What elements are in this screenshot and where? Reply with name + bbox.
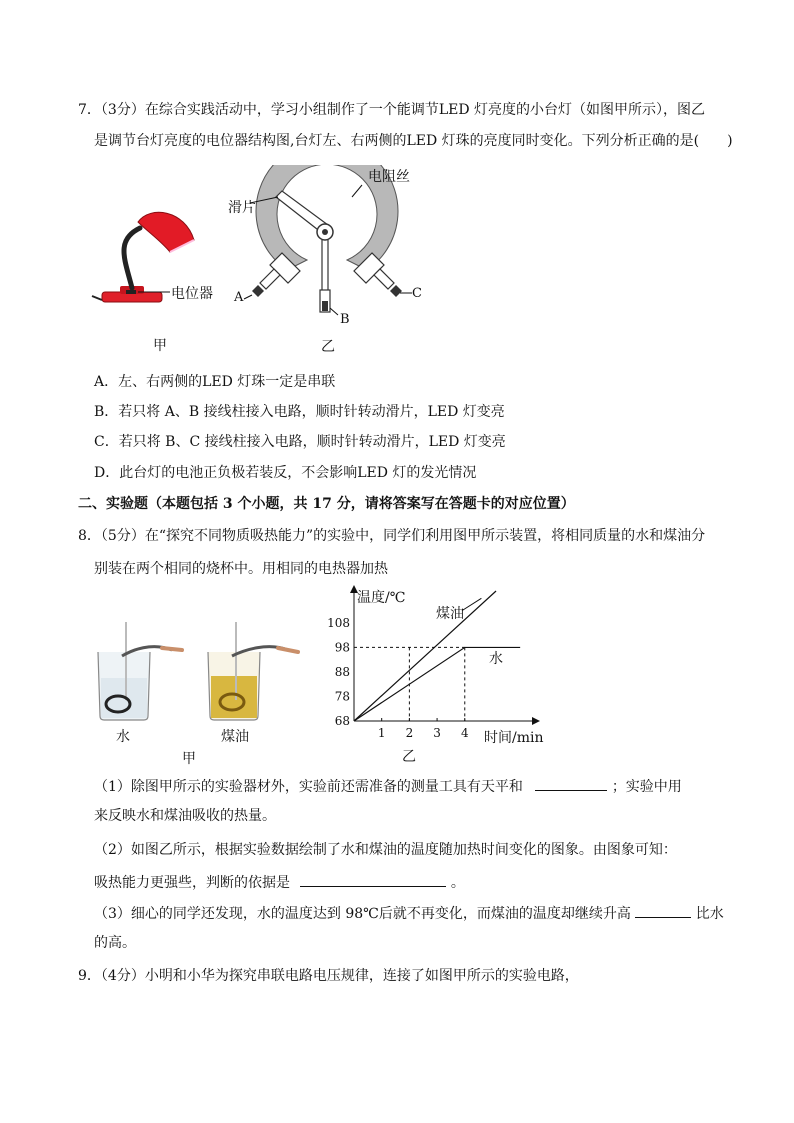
q8-line2: 别装在两个相同的烧杯中。用相同的电热器加热 bbox=[94, 561, 388, 577]
terminal-a-label: A bbox=[234, 290, 244, 305]
option-b: B．若只将 A、B 接线柱接入电路，顺时针转动滑片，LED 灯变亮 bbox=[94, 404, 505, 420]
x-tick-label: 2 bbox=[405, 726, 414, 740]
q8-part1-c: 来反映水和煤油吸收的热量。 bbox=[94, 808, 276, 824]
answer-blank-3[interactable] bbox=[635, 903, 691, 918]
option-c: C．若只将 B、C 接线柱接入电路，顺时针转动滑片，LED 灯变亮 bbox=[94, 434, 506, 450]
q8-part2-a: （2）如图乙所示，根据实验数据绘制了水和煤油的温度随加热时间变化的图象。由图象可知： bbox=[94, 842, 677, 858]
q8-part1-text-b: ；实验中用 bbox=[611, 779, 682, 795]
chart-x-axis-label: 时间/min bbox=[484, 730, 544, 746]
q8-part1-a bbox=[94, 776, 682, 797]
terminal-b-label: B bbox=[340, 312, 350, 327]
option-d: D．此台灯的电池正负极若装反，不会影响LED 灯的发光情况 bbox=[94, 465, 477, 481]
series-label-water: 水 bbox=[489, 651, 503, 667]
series-label-oil: 煤油 bbox=[436, 606, 464, 622]
beakers-figure bbox=[92, 620, 312, 725]
series-line-0 bbox=[354, 591, 496, 721]
x-tick-label: 3 bbox=[433, 726, 441, 740]
figure-yi-caption: 乙 bbox=[321, 339, 335, 355]
chart-y-axis-label: 温度/℃ bbox=[357, 590, 406, 606]
option-a: A．左、右两侧的LED 灯珠一定是串联 bbox=[94, 374, 336, 390]
answer-blank-1[interactable] bbox=[535, 776, 607, 791]
chart-caption: 乙 bbox=[402, 749, 416, 765]
y-tick-label: 108 bbox=[327, 615, 350, 630]
q8-part3-c: 的高。 bbox=[94, 935, 136, 951]
q8-part3-a bbox=[94, 903, 724, 924]
potentiometer-label: 电位器 bbox=[171, 286, 213, 302]
x-tick-label: 1 bbox=[377, 726, 386, 740]
y-tick-label: 98 bbox=[334, 640, 350, 655]
resistance-wire-label: 电阻丝 bbox=[368, 169, 410, 185]
q8-part3-text: （3）细心的同学还发现，水的温度达到 98℃后就不再变化，而煤油的温度却继续升高 bbox=[94, 906, 631, 922]
answer-blank-2[interactable] bbox=[300, 872, 446, 887]
figure-8-jia-caption: 甲 bbox=[182, 751, 196, 767]
water-label: 水 bbox=[116, 729, 130, 745]
q9-line1: 9．（4分）小明和小华为探究串联电路电压规律，连接了如图甲所示的实验电路， bbox=[78, 968, 579, 984]
oil-beaker-icon bbox=[208, 622, 298, 720]
figure-jia-caption: 甲 bbox=[153, 338, 167, 354]
oil-label: 煤油 bbox=[221, 729, 249, 745]
q8-part2-b bbox=[94, 872, 465, 893]
x-tick-label: 4 bbox=[460, 726, 469, 740]
y-tick-label: 68 bbox=[334, 714, 350, 728]
q7-line1: 7．（3分）在综合实践活动中，学习小组制作了一个能调节LED 灯亮度的小台灯（如图甲所示），图乙 bbox=[78, 102, 706, 118]
q7-line2: 是调节台灯亮度的电位器结构图,台灯左、右两侧的LED 灯珠的亮度同时变化。下列分析正确的是( ) bbox=[94, 133, 733, 149]
potentiometer-figure bbox=[230, 165, 440, 335]
q8-line1: 8．（5分）在“探究不同物质吸热能力”的实验中，同学们利用图甲所示装置，将相同质量的水和煤油分 bbox=[78, 528, 706, 544]
x-axis-arrow bbox=[532, 717, 540, 725]
y-tick-label: 88 bbox=[334, 664, 350, 679]
water-beaker-icon bbox=[98, 622, 182, 720]
q8-part2-end: 。 bbox=[450, 875, 465, 891]
oil-label-leader bbox=[462, 598, 481, 610]
terminal-c-label: C bbox=[412, 286, 422, 301]
y-tick-label: 78 bbox=[334, 689, 350, 704]
section-heading: 二、实验题（本题包括 3 个小题，共 17 分，请将答案写在答题卡的对应位置） bbox=[78, 496, 575, 512]
q8-part2-text: 吸热能力更强些，判断的依据是 bbox=[94, 875, 290, 891]
q8-part3-text-b: 比水 bbox=[695, 906, 724, 922]
q8-part1-text: （1）除图甲所示的实验器材外，实验前还需准备的测量工具有天平和 bbox=[94, 779, 523, 795]
slider-label: 滑片 bbox=[228, 200, 256, 216]
